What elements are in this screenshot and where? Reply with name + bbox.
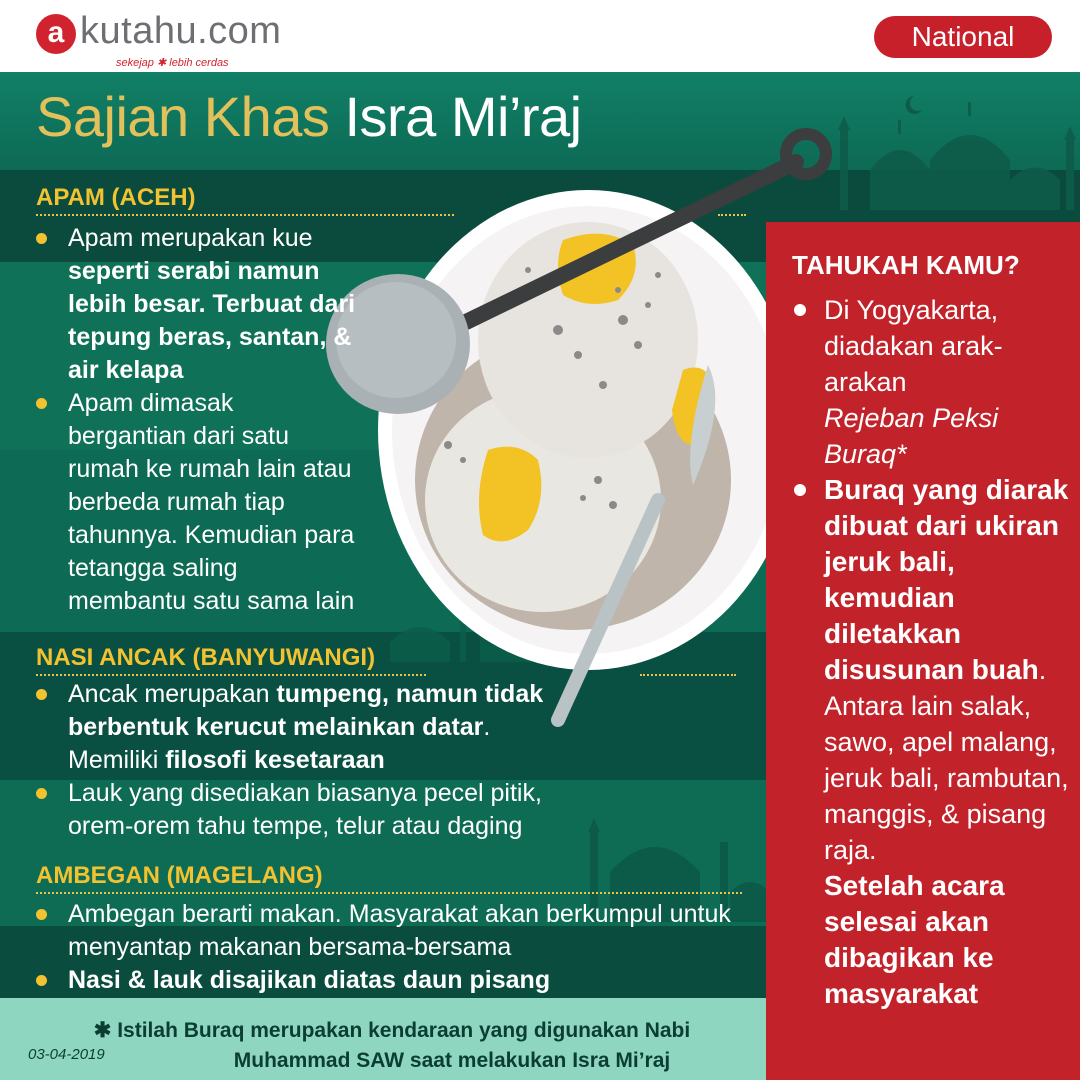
apam-item-2-text: Apam dimasak bergantian dari satu rumah ke rumah lain atau berbeda rumah tiap tahunnya. Kemudian para tetangga saling membantu satu sama lain: [68, 389, 355, 615]
nasi-item-1-after: . Memiliki: [68, 713, 491, 774]
nasi-item-2-text: Lauk yang disediakan biasanya pecel pitik, orem-orem tahu tempe, telur atau daging: [68, 779, 542, 840]
section-title-nasi-ancak: NASI ANCAK (BANYUWANGI): [36, 644, 376, 671]
fact-2-text: . Antara lain salak, sawo, apel malang, jeruk bali, rambutan, manggis, & pisang raja.: [824, 655, 1069, 865]
nasi-item-1-text: Ancak merupakan: [68, 680, 277, 708]
fact-2-bold-end: Setelah acara selesai akan dibagikan ke masyarakat: [824, 870, 1005, 1009]
section-title-apam: APAM (ACEH): [36, 184, 196, 211]
did-you-know-title: TAHUKAH KAMU?: [792, 250, 1020, 280]
logo-wordmark: kutahu.com: [80, 10, 282, 52]
logo-tagline: sekejap ✱ lebih cerdas: [116, 57, 229, 69]
list-item: [36, 898, 736, 964]
section-divider: [640, 674, 736, 676]
header: [0, 0, 1080, 72]
bullet-dot-icon: [36, 909, 47, 920]
fact-1-italic: Rejeban Peksi Buraq*: [824, 403, 999, 469]
section-title-ambegan: AMBEGAN (MAGELANG): [36, 862, 323, 889]
bullet-dot-icon: [36, 233, 47, 244]
apam-item-1-text: Apam merupakan kue: [68, 224, 313, 252]
publish-date: 03-04-2019: [28, 1046, 105, 1063]
section-divider: [36, 674, 426, 676]
nasi-item-1-bold: tumpeng, namun tidak berbentuk kerucut melainkan datar: [68, 680, 544, 741]
section-divider: [718, 214, 746, 216]
list-item: [36, 777, 596, 843]
category-badge[interactable]: National: [874, 16, 1052, 58]
list-item: [36, 222, 356, 387]
list-item: [794, 472, 1074, 1012]
title-part-gold: Sajian Khas: [36, 85, 330, 148]
bullet-dot-icon: [36, 788, 47, 799]
apam-item-1-bold: seperti serabi namun lebih besar. Terbuat dari tepung beras, santan, & air kelapa: [68, 257, 356, 384]
bullet-dot-icon: [794, 484, 806, 496]
apam-list: [36, 222, 356, 618]
bullet-dot-icon: [36, 398, 47, 409]
logo-a-icon: a: [36, 14, 76, 54]
footnote: [52, 1016, 732, 1076]
section-divider: [36, 214, 454, 216]
footnote-line-1: ✱ Istilah Buraq merupakan kendaraan yang digunakan Nabi: [93, 1019, 691, 1042]
nasi-ancak-list: [36, 678, 596, 843]
list-item: [36, 387, 356, 618]
bullet-dot-icon: [794, 304, 806, 316]
list-item: [36, 678, 548, 777]
did-you-know-list: [794, 292, 1074, 1012]
bullet-dot-icon: [36, 689, 47, 700]
mosque-silhouette-icon: [830, 90, 1080, 210]
list-item: [794, 292, 1074, 472]
fact-2-bold: Buraq yang diarak dibuat dari ukiran jeruk bali, kemudian diletakkan disusunan buah: [824, 474, 1069, 685]
list-item: [36, 964, 736, 997]
fact-1-text: Di Yogyakarta, diadakan arak-arakan: [824, 295, 1003, 397]
ambegan-item-1-text: Ambegan berarti makan. Masyarakat akan berkumpul untuk menyantap makanan bersama-bersama: [68, 900, 731, 961]
ambegan-list: [36, 898, 736, 997]
bullet-dot-icon: [36, 975, 47, 986]
footnote-line-2: Muhammad SAW saat melakukan Isra Mi’raj: [233, 1049, 671, 1072]
section-divider: [36, 892, 742, 894]
nasi-item-1-bold2: filosofi kesetaraan: [165, 746, 385, 774]
title-part-white: Isra Mi’raj: [344, 85, 582, 148]
ambegan-item-2-bold: Nasi & lauk disajikan diatas daun pisang: [68, 966, 551, 994]
